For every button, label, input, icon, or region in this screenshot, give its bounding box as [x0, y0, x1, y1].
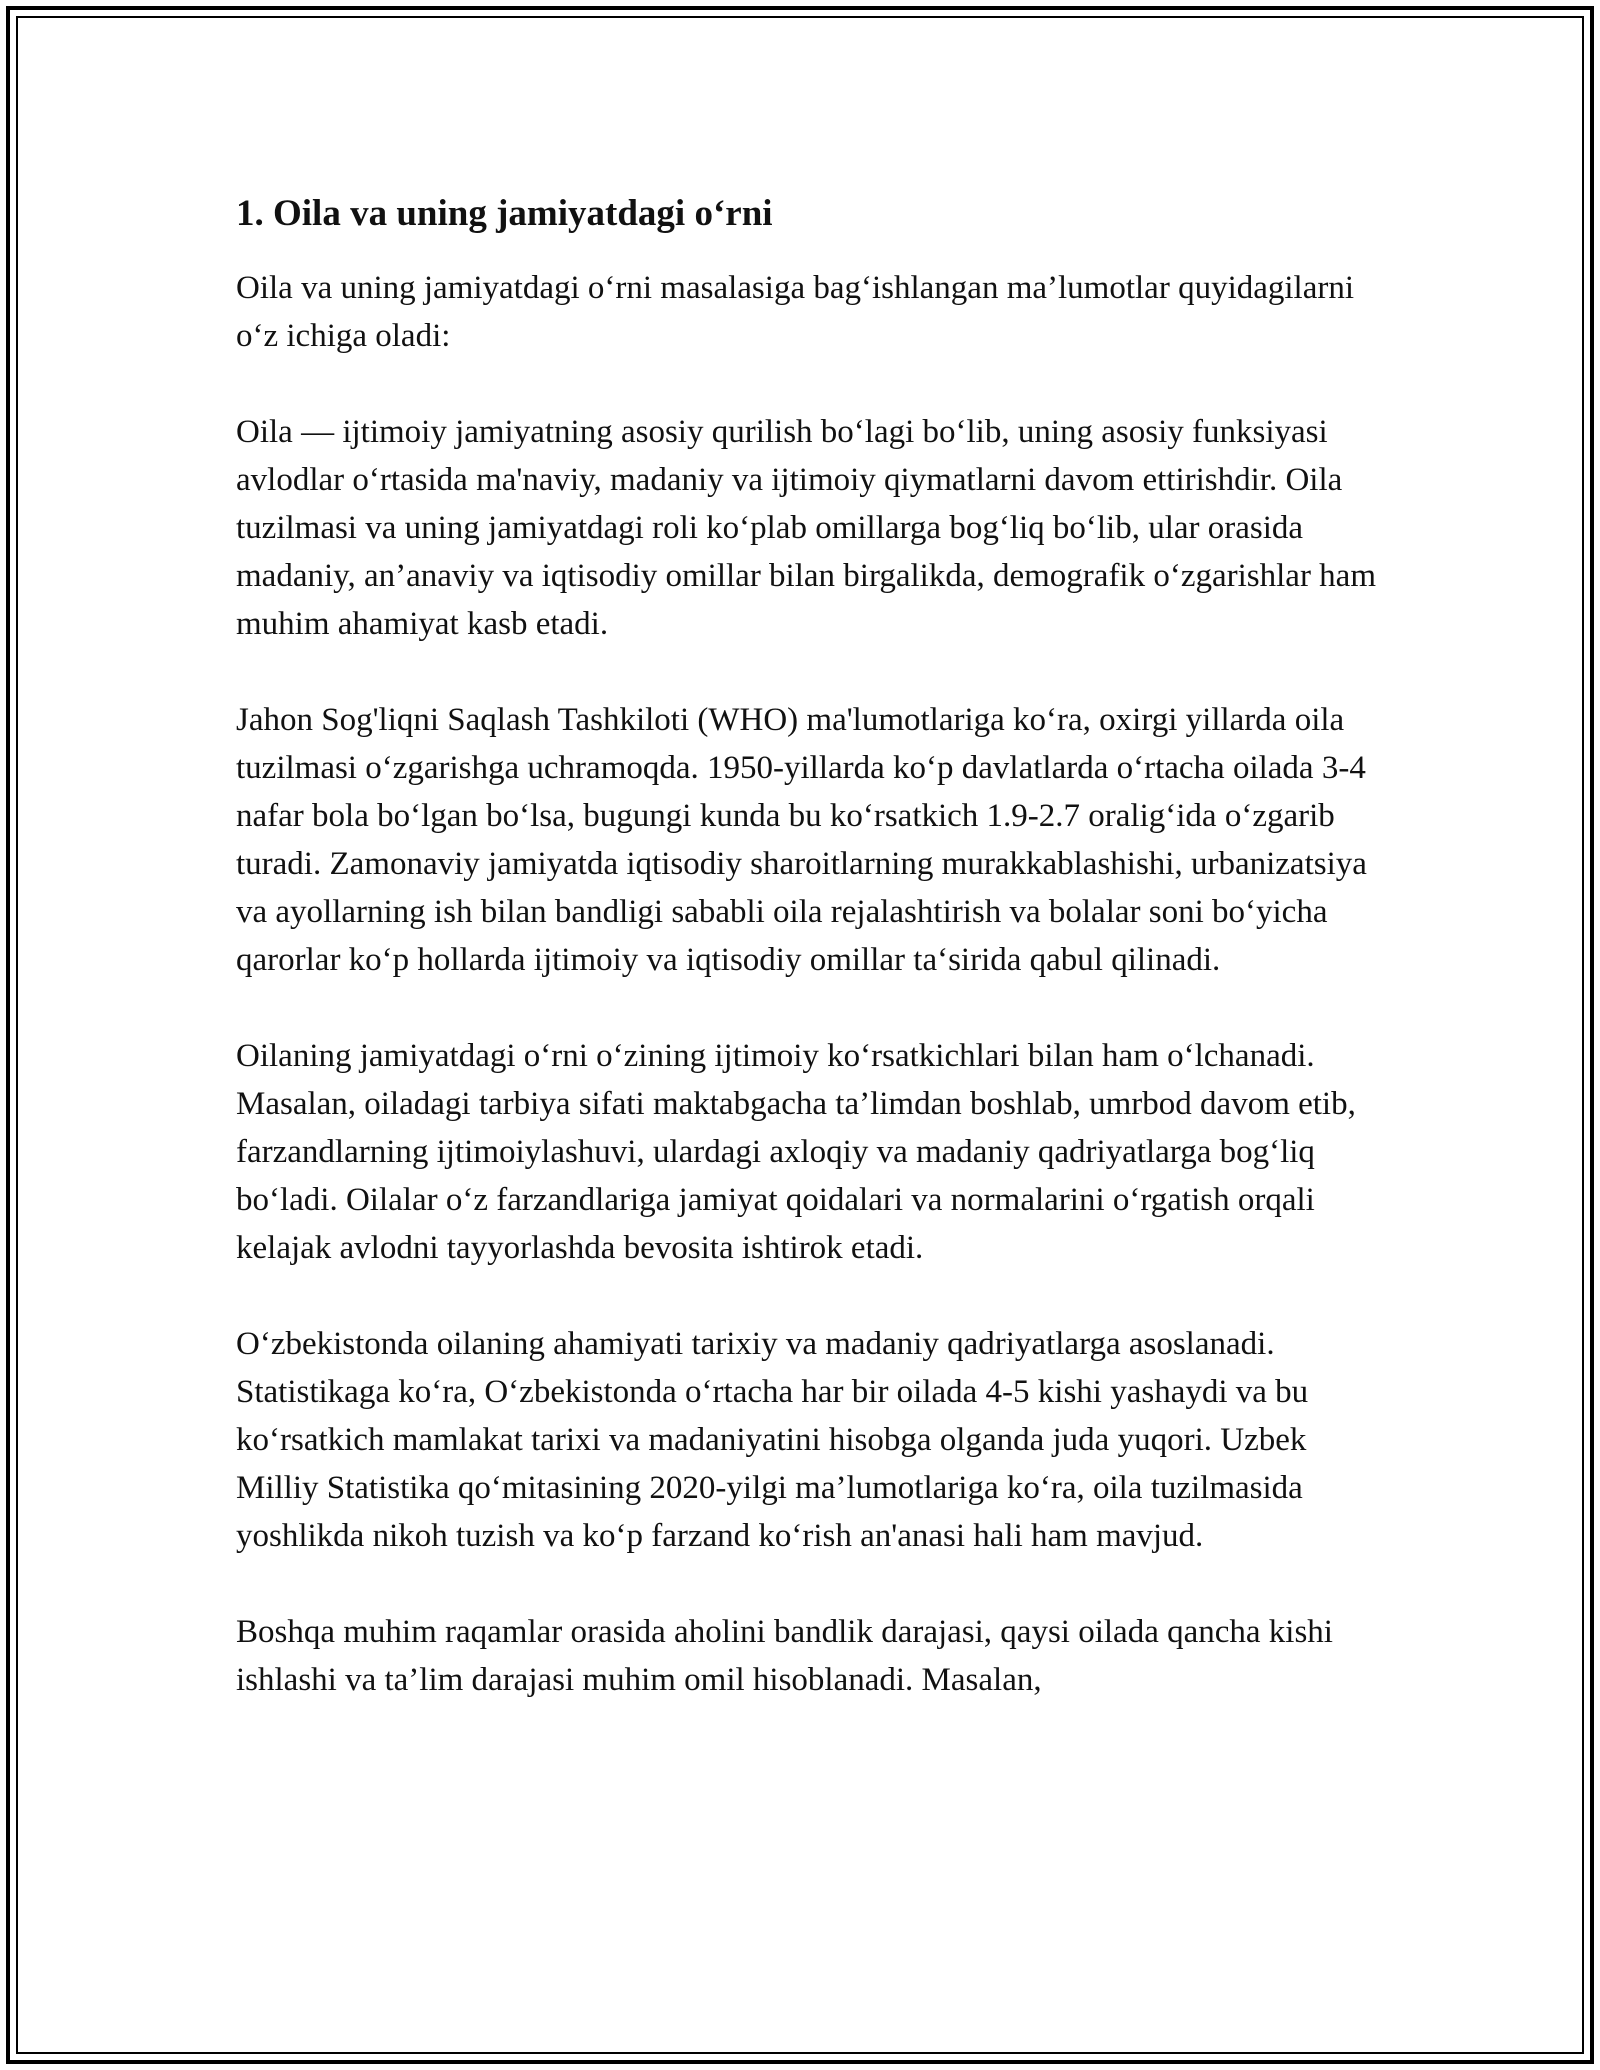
paragraph-definition: Oila — ijtimoiy jamiyatning asosiy qurilish bo‘lagi bo‘lib, uning asosiy funksiyasi avlodlar o‘rtasida ma'naviy, madaniy va ijtimoiy qiymatlarni davom ettirishdir. Oila tuzilmasi va uning jamiyatdagi roli ko‘plab omillarga bog‘liq bo‘lib, ular orasida madaniy, an’anaviy va iqtisodiy omillar bilan birgalikda, demografik o‘zgarishlar ham muhim ahamiyat kasb etadi. [236, 414, 1376, 642]
document-page [236, 188, 1386, 1752]
paragraph-social-role: Oilaning jamiyatdagi o‘rni o‘zining ijtimoiy ko‘rsatkichlari bilan ham o‘lchanadi. Masalan, oiladagi tarbiya sifati maktabgacha ta’limdan boshlab, umrbod davom etib, farzandlarning ijtimoiylashuvi, ulardagi axloqiy va madaniy qadriyatlarga bog‘liq bo‘ladi. Oilalar o‘z farzandlariga jamiyat qoidalari va normalarini o‘rgatish orqali kelajak avlodni tayyorlashda bevosita ishtirok etadi. [236, 1038, 1356, 1266]
paragraph-other-figures: Boshqa muhim raqamlar orasida aholini bandlik darajasi, qaysi oilada qancha kishi ishlashi va ta’lim darajasi muhim omil hisoblanadi. Masalan, [236, 1614, 1333, 1698]
paragraph-uzbekistan: O‘zbekistonda oilaning ahamiyati tarixiy va madaniy qadriyatlarga asoslanadi. Statistikaga ko‘ra, O‘zbekistonda o‘rtacha har bir oilada 4-5 kishi yashaydi va bu ko‘rsatkich mamlakat tarixi va madaniyatini hisobga olganda juda yuqori. Uzbek Milliy Statistika qo‘mitasining 2020-yilgi ma’lumotlariga ko‘ra, oila tuzilmasida yoshlikda nikoh tuzish va ko‘p farzand ko‘rish an'anasi hali ham mavjud. [236, 1326, 1309, 1554]
section-heading: 1. Oila va uning jamiyatdagi o‘rni [236, 193, 773, 234]
paragraph-who-data: Jahon Sog'liqni Saqlash Tashkiloti (WHO) ma'lumotlariga ko‘ra, oxirgi yillarda oila tuzilmasi o‘zgarishga uchramoqda. 1950-yillarda ko‘p davlatlarda o‘rtacha oilada 3-4 nafar bola bo‘lgan bo‘lsa, bugungi kunda bu ko‘rsatkich 1.9-2.7 oralig‘ida o‘zgarib turadi. Zamonaviy jamiyatda iqtisodiy sharoitlarning murakkablashishi, urbanizatsiya va ayollarning ish bilan bandligi sababli oila rejalashtirish va bolalar soni bo‘yicha qarorlar ko‘p hollarda ijtimoiy va iqtisodiy omillar ta‘sirida qabul qilinadi. [236, 702, 1367, 978]
paragraph-intro: Oila va uning jamiyatdagi o‘rni masalasiga bag‘ishlangan ma’lumotlar quyidagilarni o‘z ichiga oladi: [236, 270, 1355, 354]
